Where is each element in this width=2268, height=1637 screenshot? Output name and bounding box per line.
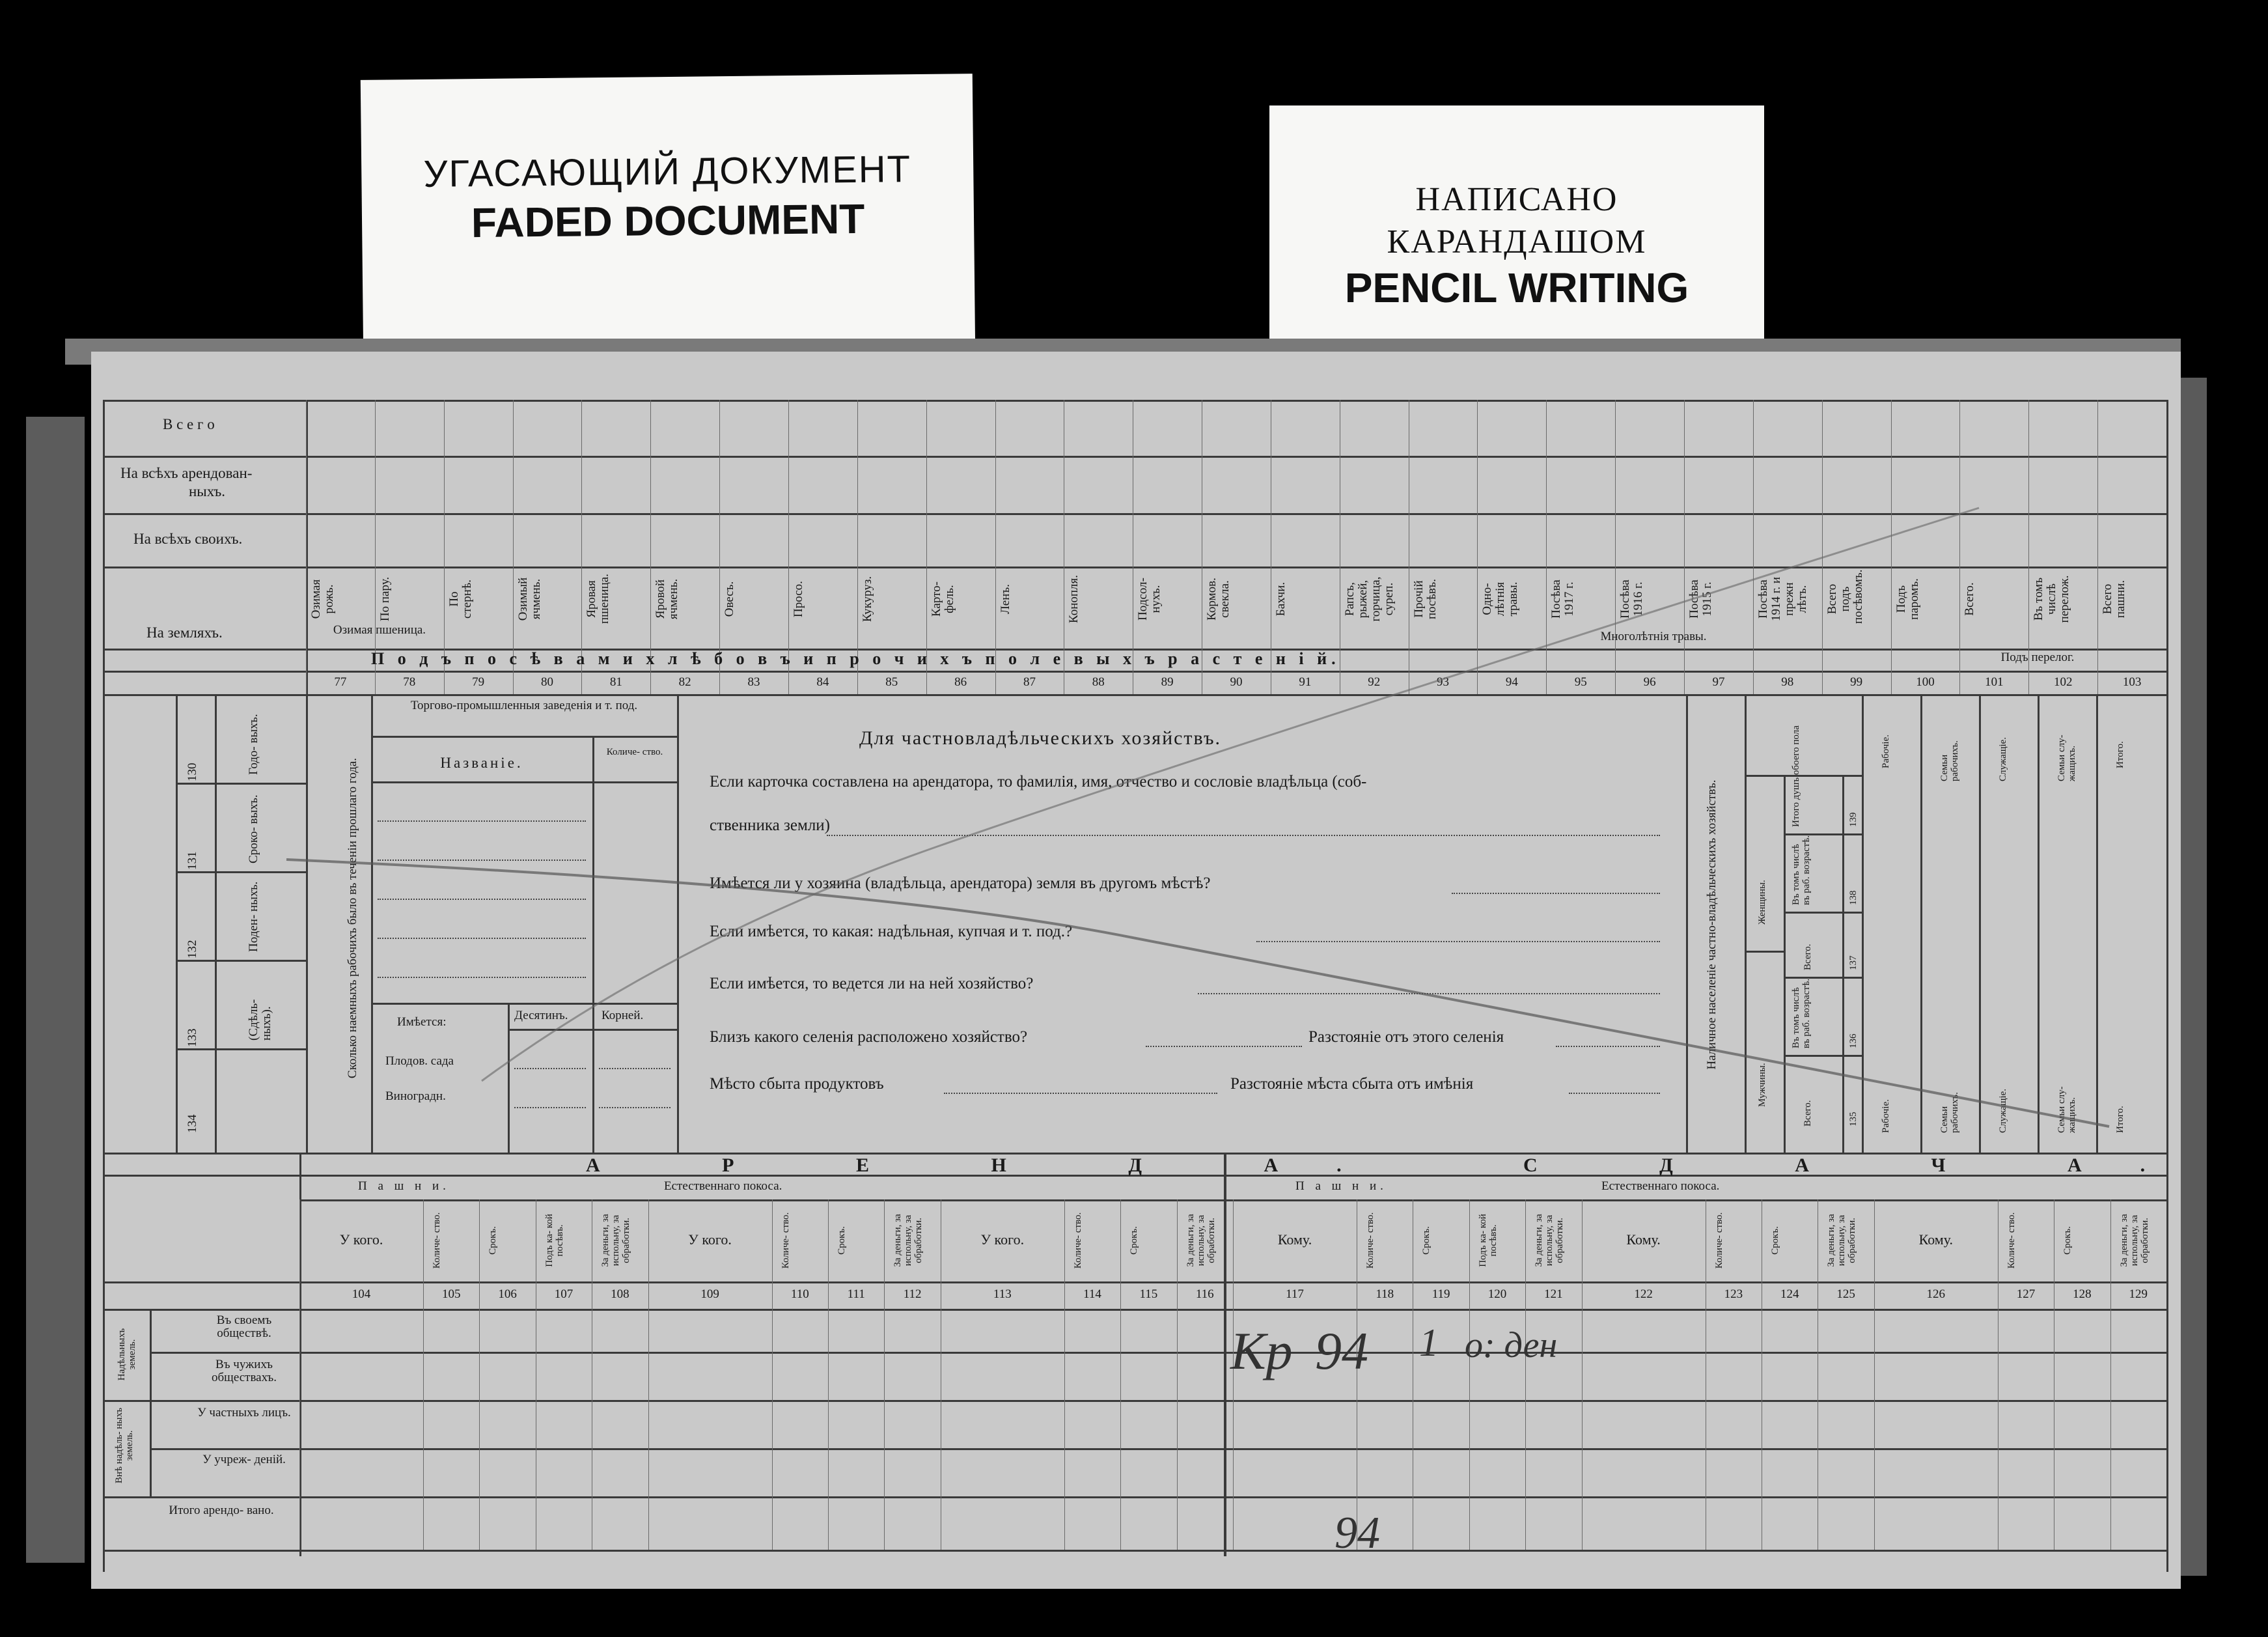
lease-column-label: Кому. xyxy=(1918,1231,1953,1248)
plodov-sada-label: Плодов. сада xyxy=(385,1054,454,1068)
group-ozimaya-pshenitsa: Озимая пшеница. xyxy=(333,623,426,637)
lease-column-label: Кому. xyxy=(1277,1231,1312,1248)
pencil-strokes xyxy=(91,352,2181,1589)
lease-column-label: Количе- ство. xyxy=(2006,1212,2017,1269)
lease-column-number: 108 xyxy=(611,1287,629,1301)
crop-header-label: Одно- лѣтнія травы. xyxy=(1480,581,1521,617)
pop-col-workers-bottom: Рабочіе. xyxy=(1881,1099,1891,1133)
crop-header-label: Просо. xyxy=(791,581,805,617)
lease-column-number: 113 xyxy=(993,1287,1012,1301)
lease-column-number: 126 xyxy=(1926,1287,1946,1301)
worker-num-130: 130 xyxy=(186,763,199,781)
crop-header-number: 84 xyxy=(816,675,829,689)
private-form-line-2: ственника земли) xyxy=(710,817,830,834)
private-form-line-6: Близъ какого селенія расположено хозяйство? xyxy=(710,1028,1028,1046)
lease-column-label: Срокъ. xyxy=(1770,1226,1781,1255)
crop-header-label: По стернѣ. xyxy=(447,580,474,619)
lease-column-number: 107 xyxy=(554,1287,574,1301)
pencil-label-en: PENCIL WRITING xyxy=(1344,264,1689,311)
nadelnyh-label: Надѣльныхъ земель. xyxy=(117,1328,137,1381)
worker-num-132: 132 xyxy=(186,940,199,958)
lease-column-number: 120 xyxy=(1487,1287,1507,1301)
lease-column-label: У кого. xyxy=(688,1231,732,1248)
lease-column-label: За деньги, за испольну, за обработки. xyxy=(1185,1214,1217,1267)
hired-workers-title: Сколько наемныхъ рабочихъ было въ теченіи прошлаго года. xyxy=(346,757,359,1079)
lease-column-label: Срокъ. xyxy=(488,1226,499,1255)
pop-col-worker-families: Семьи рабочихъ. xyxy=(1939,740,1960,781)
total-both-label: Итого душъ обоего пола xyxy=(1791,725,1801,827)
lease-column-number: 116 xyxy=(1195,1287,1214,1301)
lease-column-label: У кого. xyxy=(339,1231,383,1248)
pencil-entry-den: о: ден xyxy=(1465,1325,1558,1365)
lease-column-number: 114 xyxy=(1083,1287,1101,1301)
lease-column-number: 117 xyxy=(1286,1287,1304,1301)
crop-header-number: 79 xyxy=(472,675,485,689)
arenda-pashni: П а ш н и. xyxy=(358,1179,450,1193)
trade-qty-header: Количе- ство. xyxy=(606,747,663,757)
lease-column-number: 110 xyxy=(790,1287,809,1301)
sdacha-title: С Д А Ч А. xyxy=(1523,1154,2204,1176)
pop-num-138: 138 xyxy=(1848,890,1859,905)
lease-column-label: Срокъ. xyxy=(837,1226,848,1255)
sdacha-pokos: Естественнаго покоса. xyxy=(1601,1179,1720,1193)
crop-header-number: 95 xyxy=(1574,675,1587,689)
private-form-line-5: Если имѣется, то ведется ли на ней хозяйство? xyxy=(710,975,1034,992)
crop-header-number: 77 xyxy=(334,675,347,689)
pencil-total-94: 94 xyxy=(1335,1508,1380,1558)
crop-header-label: Конопля. xyxy=(1067,574,1081,624)
pop-col-workers: Рабочіе. xyxy=(1881,735,1891,768)
worker-num-131: 131 xyxy=(186,851,199,870)
census-card-sheet xyxy=(91,352,2204,1589)
v-svoem-label: Въ своемъ обществѣ. xyxy=(216,1313,272,1340)
private-form-line-1: Если карточка составлена на арендатора, то фамилія, имя, отчество и сословіе владѣльца (соб- xyxy=(710,773,1367,791)
crop-header-label: Всего пашни. xyxy=(2101,580,2128,619)
lease-column-number: 123 xyxy=(1724,1287,1743,1301)
pencil-entry-94: 94 xyxy=(1315,1321,1368,1380)
lease-column-label: Срокъ. xyxy=(1129,1226,1140,1255)
pop-col-total: Итого. xyxy=(2115,741,2125,768)
worker-col-srokovyh: Сроко- выхъ. xyxy=(247,794,260,863)
lease-column-number: 121 xyxy=(1544,1287,1563,1301)
crop-header-number: 86 xyxy=(954,675,967,689)
crop-header-number: 92 xyxy=(1368,675,1381,689)
crop-header-label: Посѣва 1914 г. и прежн лѣтъ. xyxy=(1756,576,1809,622)
lease-column-number: 112 xyxy=(903,1287,922,1301)
lease-column-label: Количе- ство. xyxy=(1072,1212,1083,1269)
crop-header-label: Всего. xyxy=(1963,582,1977,616)
pop-col-total-bottom: Итого. xyxy=(2115,1106,2125,1133)
lease-column-label: Количе- ство. xyxy=(780,1212,791,1269)
crop-header-number: 99 xyxy=(1850,675,1863,689)
crop-header-number: 85 xyxy=(885,675,898,689)
vinogradn-label: Виноградн. xyxy=(385,1089,446,1103)
v-chuzhih-label: Въ чужихъ обществахъ. xyxy=(212,1358,277,1384)
women-working-label: Въ томъ числѣ въ раб. возрастѣ. xyxy=(1791,835,1812,905)
row-label-svoih: На всѣхъ своихъ. xyxy=(133,531,243,547)
crop-header-number: 100 xyxy=(1916,675,1935,689)
row-label-vsego: В с е г о xyxy=(163,416,215,432)
lease-column-label: Количе- ство. xyxy=(1713,1212,1724,1269)
lease-column-number: 122 xyxy=(1634,1287,1653,1301)
crop-header-label: Подсол- нухъ. xyxy=(1136,578,1163,621)
lease-column-number: 124 xyxy=(1780,1287,1799,1301)
lease-column-label: За деньги, за испольну, за обработки. xyxy=(1826,1214,1857,1267)
pop-num-139: 139 xyxy=(1848,812,1859,827)
lease-column-number: 115 xyxy=(1139,1287,1158,1301)
u-uchrezhdenii-label: У учреж- деній. xyxy=(202,1453,286,1466)
u-chastnyh-label: У частныхъ лицъ. xyxy=(197,1406,291,1420)
trade-title: Торгово-промышленныя заведенія и т. под. xyxy=(410,699,638,712)
lease-column-number: 125 xyxy=(1836,1287,1855,1301)
lease-column-label: Срокъ. xyxy=(1421,1226,1432,1255)
worker-num-133: 133 xyxy=(186,1028,199,1047)
crop-header-number: 88 xyxy=(1092,675,1105,689)
lease-column-label: Подъ ка- кой посѣвъ. xyxy=(1477,1214,1499,1267)
crop-header-number: 87 xyxy=(1023,675,1036,689)
private-form-line-7: Разстояніе отъ этого селенія xyxy=(1308,1028,1504,1046)
private-form-line-3: Имѣется ли у хозяина (владѣльца, арендатора) земля въ другомъ мѣстѣ? xyxy=(710,874,1211,892)
row-label-arendovan-2: ныхъ. xyxy=(189,483,226,499)
crop-header-label: Всего подъ посѣвомъ. xyxy=(1825,569,1865,624)
group-mnogoletnie: Многолѣтнія травы. xyxy=(1600,630,1707,643)
crop-header-label: Посѣва 1916 г. xyxy=(1618,580,1646,619)
row-label-arendovan: На всѣхъ арендован- xyxy=(120,465,253,481)
itogo-arendovano-label: Итого арендо- вано. xyxy=(169,1504,274,1517)
pop-col-employees-bottom: Служащіе. xyxy=(1998,1089,2008,1133)
pop-col-worker-families-bottom: Семьи рабочихъ. xyxy=(1939,1092,1960,1133)
vne-nadelnyh-label: Внѣ надѣль- ныхъ земель. xyxy=(114,1407,135,1484)
crop-header-number: 90 xyxy=(1230,675,1243,689)
lease-column-number: 118 xyxy=(1376,1287,1394,1301)
lease-column-label: Подъ ка- кой посѣвъ. xyxy=(544,1214,565,1267)
crop-header-number: 102 xyxy=(2053,675,2073,689)
lease-column-label: За деньги, за испольну, за обработки. xyxy=(600,1214,631,1267)
pencil-entry-kr: Кр xyxy=(1230,1321,1293,1380)
faded-document-label xyxy=(361,74,975,360)
desyatin-header: Десятинъ. xyxy=(514,1009,568,1022)
row-label-na-zemlyah: На земляхъ. xyxy=(146,624,223,641)
faded-label-en: FADED DOCUMENT xyxy=(471,195,865,246)
crop-header-number: 83 xyxy=(747,675,760,689)
trade-name-header: Названіе. xyxy=(440,755,523,771)
pencil-entry-1: 1 xyxy=(1419,1321,1439,1364)
crop-header-label: Прочій посѣвъ. xyxy=(1411,579,1439,619)
pop-num-135: 135 xyxy=(1848,1112,1859,1126)
lease-column-label: У кого. xyxy=(980,1231,1025,1248)
men-label: Мужчины. xyxy=(1757,1063,1767,1107)
arenda-title: А Р Е Н Д А. xyxy=(586,1154,1400,1176)
sdacha-pashni: П а ш н и. xyxy=(1295,1179,1387,1193)
lease-column-label: Количе- ство. xyxy=(432,1212,443,1269)
crop-header-label: Посѣва 1917 г. xyxy=(1549,580,1577,619)
population-title: Наличное населеніе частно-владѣльческихъ хозяйствъ. xyxy=(1705,779,1719,1070)
private-form-line-9: Разстояніе мѣста сбыта отъ имѣнія xyxy=(1230,1075,1474,1093)
pop-num-137: 137 xyxy=(1848,955,1859,970)
worker-col-podennyh: Поден- ныхъ. xyxy=(247,881,260,952)
lease-column-number: 129 xyxy=(2129,1287,2148,1301)
private-form-line-4: Если имѣется, то какая: надѣльная, купчая и т. под.? xyxy=(710,923,1073,940)
lease-column-number: 119 xyxy=(1431,1287,1450,1301)
lease-column-number: 111 xyxy=(847,1287,865,1301)
lease-column-label: Количе- ство. xyxy=(1365,1212,1376,1269)
lease-column-number: 104 xyxy=(352,1287,371,1301)
pop-col-employee-families-bottom: Семьи слу- жащихъ. xyxy=(2056,1086,2077,1133)
worker-col-sdelnyh: (Сдѣль- ныхъ). xyxy=(247,999,273,1041)
crop-header-label: Бахчи. xyxy=(1273,581,1288,617)
crop-header-label: По пару. xyxy=(378,576,392,622)
women-total-label: Всего. xyxy=(1803,944,1813,970)
pencil-label-ru-1: НАПИСАНО xyxy=(1415,181,1618,218)
lease-column-label: За деньги, за испольну, за обработки. xyxy=(2118,1214,2150,1267)
crop-header-label: Подъ паромъ. xyxy=(1894,578,1921,620)
lease-column-label: За деньги, за испольну, за обработки. xyxy=(1534,1214,1565,1267)
worker-col-godovyh: Годо- выхъ. xyxy=(247,714,260,775)
crop-header-label: Посѣва 1915 г. xyxy=(1687,580,1714,619)
lease-column-number: 106 xyxy=(498,1287,517,1301)
crop-header-number: 101 xyxy=(1985,675,2004,689)
crop-header-label: Карто- фель. xyxy=(929,581,956,617)
pop-col-employee-families: Семьи слу- жащихъ. xyxy=(2056,735,2077,781)
faded-label-ru: УГАСАЮЩИЙ ДОКУМЕНТ xyxy=(423,148,912,195)
private-form-title: Для частновладѣльческихъ хозяйствъ. xyxy=(859,727,1221,749)
pencil-writing-label xyxy=(1269,105,1764,353)
crop-header-label: Кормов. свекла. xyxy=(1205,578,1232,621)
men-working-label: Въ томъ числѣ въ раб. возрастѣ. xyxy=(1791,978,1812,1048)
crop-header-number: 80 xyxy=(540,675,553,689)
crop-header-number: 96 xyxy=(1643,675,1656,689)
imeetsya-label: Имѣется: xyxy=(397,1015,447,1029)
lease-column-label: За деньги, за испольну, за обработки. xyxy=(892,1214,924,1267)
crop-header-label: Овесъ. xyxy=(723,581,737,617)
crop-header-number: 94 xyxy=(1505,675,1518,689)
pop-num-136: 136 xyxy=(1848,1033,1859,1048)
lease-column-number: 109 xyxy=(700,1287,719,1301)
crop-header-number: 82 xyxy=(678,675,691,689)
crop-header-label: Кукуруз. xyxy=(860,576,874,623)
lease-column-number: 127 xyxy=(2016,1287,2036,1301)
crop-header-number: 93 xyxy=(1437,675,1450,689)
crop-header-label: Озимая рожь. xyxy=(309,579,336,619)
crop-header-label: Озимый ячмень. xyxy=(516,577,543,621)
crop-header-label: Ленъ. xyxy=(998,584,1012,614)
crop-header-number: 91 xyxy=(1299,675,1312,689)
pop-col-employees: Служащіе. xyxy=(1998,737,2008,781)
crop-header-label: Яровая пшеница. xyxy=(585,574,612,624)
arenda-pokos: Естественнаго покоса. xyxy=(664,1179,782,1193)
lease-column-number: 128 xyxy=(2073,1287,2092,1301)
lease-column-label: Срокъ. xyxy=(2062,1226,2073,1255)
group-pod-posevami: П о д ъ п о с ѣ в а м и х л ѣ б о в ъ и п р о ч и х ъ п о л е в ы х ъ р а с т е н і й. xyxy=(371,649,1340,668)
crop-header-label: Яровой ячмень. xyxy=(654,578,681,620)
crop-header-number: 103 xyxy=(2122,675,2142,689)
women-label: Женщины. xyxy=(1757,880,1767,925)
kornei-header: Корней. xyxy=(602,1009,644,1022)
lease-column-number: 105 xyxy=(441,1287,461,1301)
crop-header-number: 89 xyxy=(1161,675,1174,689)
pencil-label-ru-2: КАРАНДАШОМ xyxy=(1387,223,1647,260)
crop-header-label: Въ томъ числѣ перелож. xyxy=(2032,575,2072,623)
crop-header-number: 98 xyxy=(1781,675,1794,689)
men-total-label: Всего. xyxy=(1803,1100,1813,1126)
crop-header-number: 81 xyxy=(609,675,622,689)
group-pod-perelog: Подъ перелог. xyxy=(2000,651,2075,664)
crop-header-label: Рапсъ, рыжей, горчица, суреп. xyxy=(1342,576,1396,622)
worker-num-134: 134 xyxy=(186,1114,199,1133)
crop-header-number: 97 xyxy=(1712,675,1725,689)
lease-column-label: Кому. xyxy=(1626,1231,1661,1248)
private-form-line-8: Мѣсто сбыта продуктовъ xyxy=(710,1075,884,1093)
crop-header-number: 78 xyxy=(403,675,416,689)
page-stack-left xyxy=(26,417,85,1563)
